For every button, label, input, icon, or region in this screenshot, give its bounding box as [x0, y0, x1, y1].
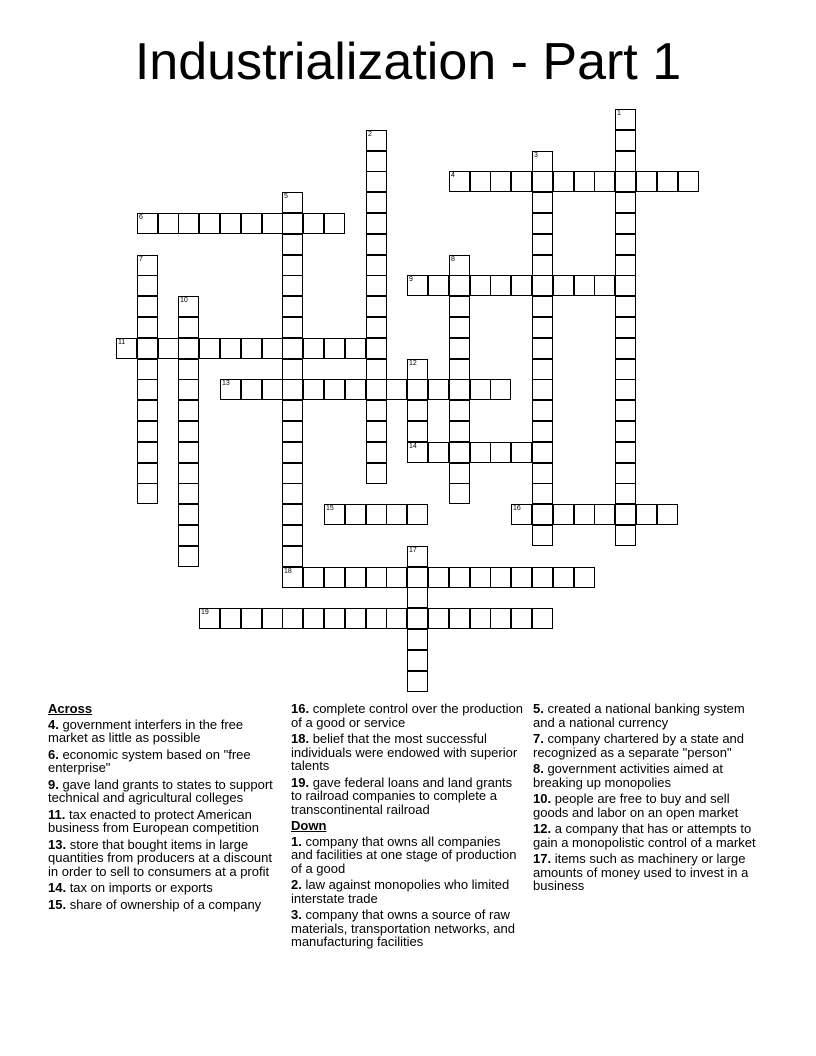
crossword-cell[interactable]: [657, 504, 678, 525]
crossword-cell[interactable]: [282, 359, 303, 380]
crossword-cell[interactable]: [137, 338, 158, 359]
clue-text: share of ownership of a company: [66, 896, 262, 912]
crossword-cell[interactable]: [594, 504, 615, 525]
crossword-cell[interactable]: [449, 442, 470, 463]
clue-across-6: [48, 748, 282, 775]
crossword-cell[interactable]: [282, 400, 303, 421]
crossword-cell[interactable]: [615, 130, 636, 151]
clue-across-19: [291, 776, 525, 817]
crossword-cell[interactable]: [282, 234, 303, 255]
clue-number: 3.: [291, 907, 302, 922]
crossword-cell[interactable]: [553, 567, 574, 588]
cell-number: 16: [513, 505, 521, 512]
crossword-cell[interactable]: [407, 400, 428, 421]
crossword-cell[interactable]: [220, 379, 241, 400]
crossword-cell[interactable]: [532, 359, 553, 380]
crossword-cell[interactable]: [532, 504, 553, 525]
crossword-cell[interactable]: [282, 463, 303, 484]
crossword-cell[interactable]: [615, 525, 636, 546]
clue-number: 17.: [533, 851, 552, 866]
crossword-cell[interactable]: [345, 504, 366, 525]
crossword-cell[interactable]: [428, 608, 449, 629]
crossword-cell[interactable]: [428, 379, 449, 400]
crossword-cell[interactable]: [137, 442, 158, 463]
crossword-cell[interactable]: [241, 338, 262, 359]
crossword-cell[interactable]: [615, 338, 636, 359]
crossword-cell[interactable]: [449, 483, 470, 504]
crossword-cell[interactable]: [532, 317, 553, 338]
crossword-cell[interactable]: [282, 317, 303, 338]
crossword-cell[interactable]: [345, 338, 366, 359]
crossword-cell[interactable]: [449, 255, 470, 276]
crossword-cell[interactable]: [490, 567, 511, 588]
crossword-cell[interactable]: [407, 671, 428, 692]
crossword-cell[interactable]: [449, 171, 470, 192]
crossword-cell[interactable]: [345, 608, 366, 629]
crossword-cell[interactable]: [324, 379, 345, 400]
cell-number: 19: [201, 609, 209, 616]
crossword-cell[interactable]: [594, 171, 615, 192]
cell-number: 12: [409, 360, 417, 367]
crossword-cell[interactable]: [178, 317, 199, 338]
crossword-cell[interactable]: [282, 192, 303, 213]
crossword-cell[interactable]: [532, 400, 553, 421]
clue-number: 10.: [533, 791, 552, 806]
crossword-cell[interactable]: [324, 608, 345, 629]
clue-number: 9.: [48, 776, 59, 792]
crossword-cell[interactable]: [407, 275, 428, 296]
clue-text: people are free to buy and sell goods and labor on an open market: [533, 791, 739, 820]
cell-number: 5: [284, 193, 288, 200]
cell-number: 11: [118, 339, 126, 346]
crossword-cell[interactable]: [282, 379, 303, 400]
crossword-cell[interactable]: [553, 275, 574, 296]
crossword-cell[interactable]: [615, 317, 636, 338]
cell-number: 18: [284, 568, 292, 575]
cell-number: 2: [368, 131, 372, 138]
crossword-cell[interactable]: [615, 213, 636, 234]
crossword-cell[interactable]: [553, 171, 574, 192]
crossword-cell[interactable]: [345, 567, 366, 588]
crossword-cell[interactable]: [386, 567, 407, 588]
crossword-cell[interactable]: [199, 338, 220, 359]
crossword-cell[interactable]: [366, 255, 387, 276]
clue-text: company that owns all companies and facilities at one stage of production of a good: [291, 833, 517, 876]
crossword-cell[interactable]: [532, 421, 553, 442]
crossword-cell[interactable]: [366, 234, 387, 255]
crossword-cell[interactable]: [220, 338, 241, 359]
crossword-cell[interactable]: [282, 338, 303, 359]
crossword-cell[interactable]: [137, 359, 158, 380]
crossword-cell[interactable]: [407, 567, 428, 588]
crossword-cell[interactable]: [241, 608, 262, 629]
cell-number: 4: [451, 172, 455, 179]
crossword-cell[interactable]: [449, 338, 470, 359]
crossword-cell[interactable]: [303, 608, 324, 629]
crossword-cell[interactable]: [532, 463, 553, 484]
crossword-cell[interactable]: [178, 546, 199, 567]
crossword-cell[interactable]: [428, 442, 449, 463]
crossword-cell[interactable]: [262, 213, 283, 234]
crossword-cell[interactable]: [636, 504, 657, 525]
crossword-cell[interactable]: [137, 379, 158, 400]
crossword-cell[interactable]: [137, 483, 158, 504]
clue-across-4: [48, 718, 282, 745]
crossword-cell[interactable]: [366, 317, 387, 338]
crossword-cell[interactable]: [178, 463, 199, 484]
crossword-cell[interactable]: [615, 255, 636, 276]
crossword-cell[interactable]: [615, 400, 636, 421]
crossword-cell[interactable]: [282, 483, 303, 504]
clue-text: items such as machinery or large amounts of money used to invest in a business: [533, 851, 749, 893]
clue-text: a company that has or attempts to gain a monopolistic control of a market: [533, 821, 756, 850]
clue-number: 16.: [291, 701, 310, 716]
crossword-cell[interactable]: [574, 504, 595, 525]
crossword-cell[interactable]: [574, 275, 595, 296]
crossword-cell[interactable]: [407, 504, 428, 525]
cell-number: 8: [451, 256, 455, 263]
crossword-cell[interactable]: [615, 171, 636, 192]
crossword-cell[interactable]: [449, 421, 470, 442]
clue-text: company chartered by a state and recognized as a separate "person": [533, 731, 745, 760]
clue-across-13: [48, 838, 282, 879]
crossword-cell[interactable]: [366, 130, 387, 151]
crossword-cell[interactable]: [470, 379, 491, 400]
crossword-cell[interactable]: [178, 359, 199, 380]
clue-text: belief that the most successful individuals were endowed with superior talents: [291, 731, 518, 773]
crossword-cell[interactable]: [178, 400, 199, 421]
crossword-cell[interactable]: [137, 275, 158, 296]
crossword-cell[interactable]: [407, 629, 428, 650]
crossword-cell[interactable]: [282, 504, 303, 525]
crossword-cell[interactable]: [511, 442, 532, 463]
crossword-cell[interactable]: [324, 504, 345, 525]
crossword-cell[interactable]: [386, 608, 407, 629]
clue-down-17: [533, 852, 767, 893]
crossword-cell[interactable]: [366, 567, 387, 588]
clue-number: 8.: [533, 761, 544, 776]
crossword-cell[interactable]: [470, 608, 491, 629]
crossword-cell[interactable]: [303, 379, 324, 400]
crossword-cell[interactable]: [449, 567, 470, 588]
crossword-cell[interactable]: [532, 608, 553, 629]
crossword-cell[interactable]: [615, 275, 636, 296]
crossword-cell[interactable]: [366, 400, 387, 421]
crossword-cell[interactable]: [449, 379, 470, 400]
crossword-cell[interactable]: [615, 151, 636, 172]
crossword-cell[interactable]: [241, 379, 262, 400]
clue-number: 19.: [291, 774, 310, 790]
crossword-cell[interactable]: [490, 275, 511, 296]
cell-number: 10: [180, 297, 188, 304]
crossword-cell[interactable]: [137, 296, 158, 317]
crossword-cell[interactable]: [428, 567, 449, 588]
crossword-cell[interactable]: [262, 608, 283, 629]
crossword-cell[interactable]: [178, 296, 199, 317]
crossword-cell[interactable]: [470, 171, 491, 192]
clue-text: store that bought items in large quantities from producers at a discount in order to sell to consumers at a profit: [48, 836, 273, 879]
cell-number: 14: [409, 443, 417, 450]
crossword-cell[interactable]: [282, 421, 303, 442]
crossword-cell[interactable]: [449, 463, 470, 484]
crossword-cell[interactable]: [282, 525, 303, 546]
crossword-cell[interactable]: [470, 442, 491, 463]
crossword-cell[interactable]: [532, 567, 553, 588]
crossword-cell[interactable]: [615, 109, 636, 130]
clue-text: company that owns a source of raw materials, transportation networks, and manufacturing facilities: [291, 907, 515, 949]
crossword-cell[interactable]: [449, 608, 470, 629]
crossword-cell[interactable]: [407, 587, 428, 608]
clue-number: 7.: [533, 731, 544, 746]
crossword-cell[interactable]: [199, 608, 220, 629]
crossword-cell[interactable]: [594, 275, 615, 296]
crossword-cell[interactable]: [178, 442, 199, 463]
clue-text: gave federal loans and land grants to railroad companies to complete a transcontinental railroad: [291, 774, 513, 817]
crossword-cell[interactable]: [449, 317, 470, 338]
crossword-cell[interactable]: [657, 171, 678, 192]
cell-number: 9: [409, 276, 413, 283]
crossword-cell[interactable]: [532, 255, 553, 276]
crossword-cell[interactable]: [366, 421, 387, 442]
crossword-cell[interactable]: [366, 338, 387, 359]
clue-text: tax enacted to protect American business from European competition: [48, 806, 260, 835]
clue-number: 4.: [48, 716, 59, 732]
crossword-cell[interactable]: [449, 296, 470, 317]
clue-across-14: [48, 881, 282, 895]
page-title: Industrialization - Part 1: [134, 33, 682, 91]
crossword-cell[interactable]: [407, 379, 428, 400]
clue-number: 6.: [48, 746, 59, 762]
crossword-cell[interactable]: [407, 421, 428, 442]
clue-text: economic system based on "free enterprise": [48, 746, 251, 775]
crossword-cell[interactable]: [532, 275, 553, 296]
clue-text: law against monopolies who limited interstate trade: [291, 877, 510, 906]
crossword-cell[interactable]: [615, 504, 636, 525]
crossword-cell[interactable]: [282, 442, 303, 463]
crossword-cell[interactable]: [470, 275, 491, 296]
crossword-cell[interactable]: [366, 442, 387, 463]
crossword-cell[interactable]: [137, 421, 158, 442]
crossword-cell[interactable]: [532, 442, 553, 463]
cell-number: 17: [409, 547, 417, 554]
clue-column-2: [291, 702, 525, 952]
crossword-cell[interactable]: [532, 338, 553, 359]
crossword-cell[interactable]: [490, 442, 511, 463]
crossword-cell[interactable]: [366, 608, 387, 629]
crossword-cell[interactable]: [407, 359, 428, 380]
crossword-cell[interactable]: [262, 338, 283, 359]
crossword-cell[interactable]: [511, 171, 532, 192]
crossword-cell[interactable]: [532, 192, 553, 213]
crossword-cell[interactable]: [282, 213, 303, 234]
cell-number: 1: [617, 110, 621, 117]
crossword-cell[interactable]: [615, 379, 636, 400]
clue-number: 11.: [48, 806, 66, 822]
crossword-cell[interactable]: [178, 379, 199, 400]
clue-number: 12.: [533, 821, 552, 836]
crossword-cell[interactable]: [178, 213, 199, 234]
cell-number: 13: [222, 380, 230, 387]
crossword-cell[interactable]: [303, 567, 324, 588]
crossword-cell[interactable]: [366, 379, 387, 400]
crossword-cell[interactable]: [490, 379, 511, 400]
crossword-cell[interactable]: [366, 359, 387, 380]
clue-number: 18.: [291, 731, 310, 746]
crossword-cell[interactable]: [158, 338, 179, 359]
crossword-cell[interactable]: [574, 171, 595, 192]
crossword-cell[interactable]: [532, 213, 553, 234]
crossword-cell[interactable]: [407, 650, 428, 671]
crossword-cell[interactable]: [303, 338, 324, 359]
clue-number: 5.: [533, 701, 544, 716]
crossword-cell[interactable]: [282, 296, 303, 317]
crossword-cell[interactable]: [137, 400, 158, 421]
clue-across-11: [48, 808, 282, 835]
clue-number: 15.: [48, 896, 67, 912]
across-heading: Across: [48, 701, 93, 716]
crossword-cell[interactable]: [116, 338, 137, 359]
crossword-cell[interactable]: [407, 442, 428, 463]
clue-number: 2.: [291, 877, 302, 892]
clue-number: 14.: [48, 880, 67, 895]
clue-text: complete control over the production of a good or service: [291, 701, 523, 730]
crossword-cell[interactable]: [324, 213, 345, 234]
crossword-cell[interactable]: [615, 296, 636, 317]
crossword-cell[interactable]: [282, 255, 303, 276]
crossword-cell[interactable]: [636, 171, 657, 192]
clue-text: gave land grants to states to support technical and agricultural colleges: [48, 776, 273, 805]
crossword-cell[interactable]: [386, 379, 407, 400]
clue-across-15: [48, 898, 282, 912]
clue-down-1: [291, 835, 525, 876]
crossword-cell[interactable]: [678, 171, 699, 192]
crossword-cell[interactable]: [178, 525, 199, 546]
crossword-cell[interactable]: [262, 379, 283, 400]
crossword-cell[interactable]: [220, 608, 241, 629]
cell-number: 6: [139, 214, 143, 221]
crossword-cell[interactable]: [511, 608, 532, 629]
clue-number: 1.: [291, 833, 302, 849]
clue-text: created a national banking system and a national currency: [533, 701, 745, 730]
down-heading: Down: [291, 818, 327, 833]
clue-down-5: [533, 702, 767, 729]
crossword-cell[interactable]: [282, 608, 303, 629]
clue-down-12: [533, 822, 767, 849]
crossword-cell[interactable]: [532, 525, 553, 546]
crossword-cell[interactable]: [345, 379, 366, 400]
crossword-cell[interactable]: [324, 338, 345, 359]
clue-across-18: [291, 732, 525, 773]
crossword-cell[interactable]: [615, 483, 636, 504]
crossword-cell[interactable]: [553, 504, 574, 525]
crossword-cell[interactable]: [615, 359, 636, 380]
cell-number: 3: [534, 152, 538, 159]
crossword-cell[interactable]: [366, 463, 387, 484]
clue-down-2: [291, 878, 525, 905]
crossword-cell[interactable]: [158, 213, 179, 234]
crossword-cell[interactable]: [178, 421, 199, 442]
crossword-cell[interactable]: [386, 504, 407, 525]
clue-down-7: [533, 732, 767, 759]
crossword-cell[interactable]: [282, 567, 303, 588]
crossword-cell[interactable]: [470, 567, 491, 588]
crossword-cell[interactable]: [449, 275, 470, 296]
clue-column-1: [48, 702, 282, 914]
crossword-cell[interactable]: [366, 192, 387, 213]
crossword-cell[interactable]: [137, 317, 158, 338]
crossword-cell[interactable]: [282, 546, 303, 567]
crossword-cell[interactable]: [407, 546, 428, 567]
crossword-cell[interactable]: [137, 255, 158, 276]
crossword-cell[interactable]: [615, 234, 636, 255]
clue-down-3: [291, 908, 525, 949]
crossword-cell[interactable]: [428, 275, 449, 296]
crossword-cell[interactable]: [282, 275, 303, 296]
crossword-cell[interactable]: [449, 400, 470, 421]
crossword-cell[interactable]: [574, 567, 595, 588]
crossword-cell[interactable]: [366, 296, 387, 317]
cell-number: 7: [139, 256, 143, 263]
crossword-cell[interactable]: [324, 567, 345, 588]
crossword-cell[interactable]: [137, 213, 158, 234]
crossword-cell[interactable]: [178, 338, 199, 359]
crossword-cell[interactable]: [532, 379, 553, 400]
crossword-cell[interactable]: [220, 213, 241, 234]
crossword-cell[interactable]: [490, 171, 511, 192]
crossword-cell[interactable]: [241, 213, 262, 234]
crossword-cell[interactable]: [178, 483, 199, 504]
crossword-cell[interactable]: [178, 504, 199, 525]
crossword-cell[interactable]: [137, 463, 158, 484]
crossword-cell[interactable]: [407, 608, 428, 629]
crossword-cell[interactable]: [449, 359, 470, 380]
crossword-cell[interactable]: [615, 421, 636, 442]
crossword-cell[interactable]: [532, 234, 553, 255]
crossword-cell[interactable]: [199, 213, 220, 234]
clue-across-16: [291, 702, 525, 729]
clue-text: government interfers in the free market as little as possible: [48, 716, 244, 745]
crossword-cell[interactable]: [615, 463, 636, 484]
crossword-cell[interactable]: [532, 296, 553, 317]
crossword-cell[interactable]: [511, 275, 532, 296]
crossword-cell[interactable]: [532, 171, 553, 192]
crossword-cell[interactable]: [490, 608, 511, 629]
crossword-cell[interactable]: [532, 483, 553, 504]
crossword-cell[interactable]: [366, 504, 387, 525]
crossword-cell[interactable]: [511, 567, 532, 588]
crossword-cell[interactable]: [366, 213, 387, 234]
crossword-cell[interactable]: [511, 504, 532, 525]
clue-text: tax on imports or exports: [66, 880, 213, 895]
clue-text: government activities aimed at breaking up monopolies: [533, 761, 724, 790]
clue-number: 13.: [48, 836, 67, 852]
clue-column-3: [533, 702, 767, 896]
crossword-cell[interactable]: [615, 192, 636, 213]
crossword-cell[interactable]: [532, 151, 553, 172]
clue-down-8: [533, 762, 767, 789]
crossword-cell[interactable]: [366, 275, 387, 296]
crossword-cell[interactable]: [366, 171, 387, 192]
crossword-cell[interactable]: [303, 213, 324, 234]
clue-across-9: [48, 778, 282, 805]
cell-number: 15: [326, 505, 334, 512]
clue-down-10: [533, 792, 767, 819]
crossword-cell[interactable]: [615, 442, 636, 463]
crossword-cell[interactable]: [366, 151, 387, 172]
